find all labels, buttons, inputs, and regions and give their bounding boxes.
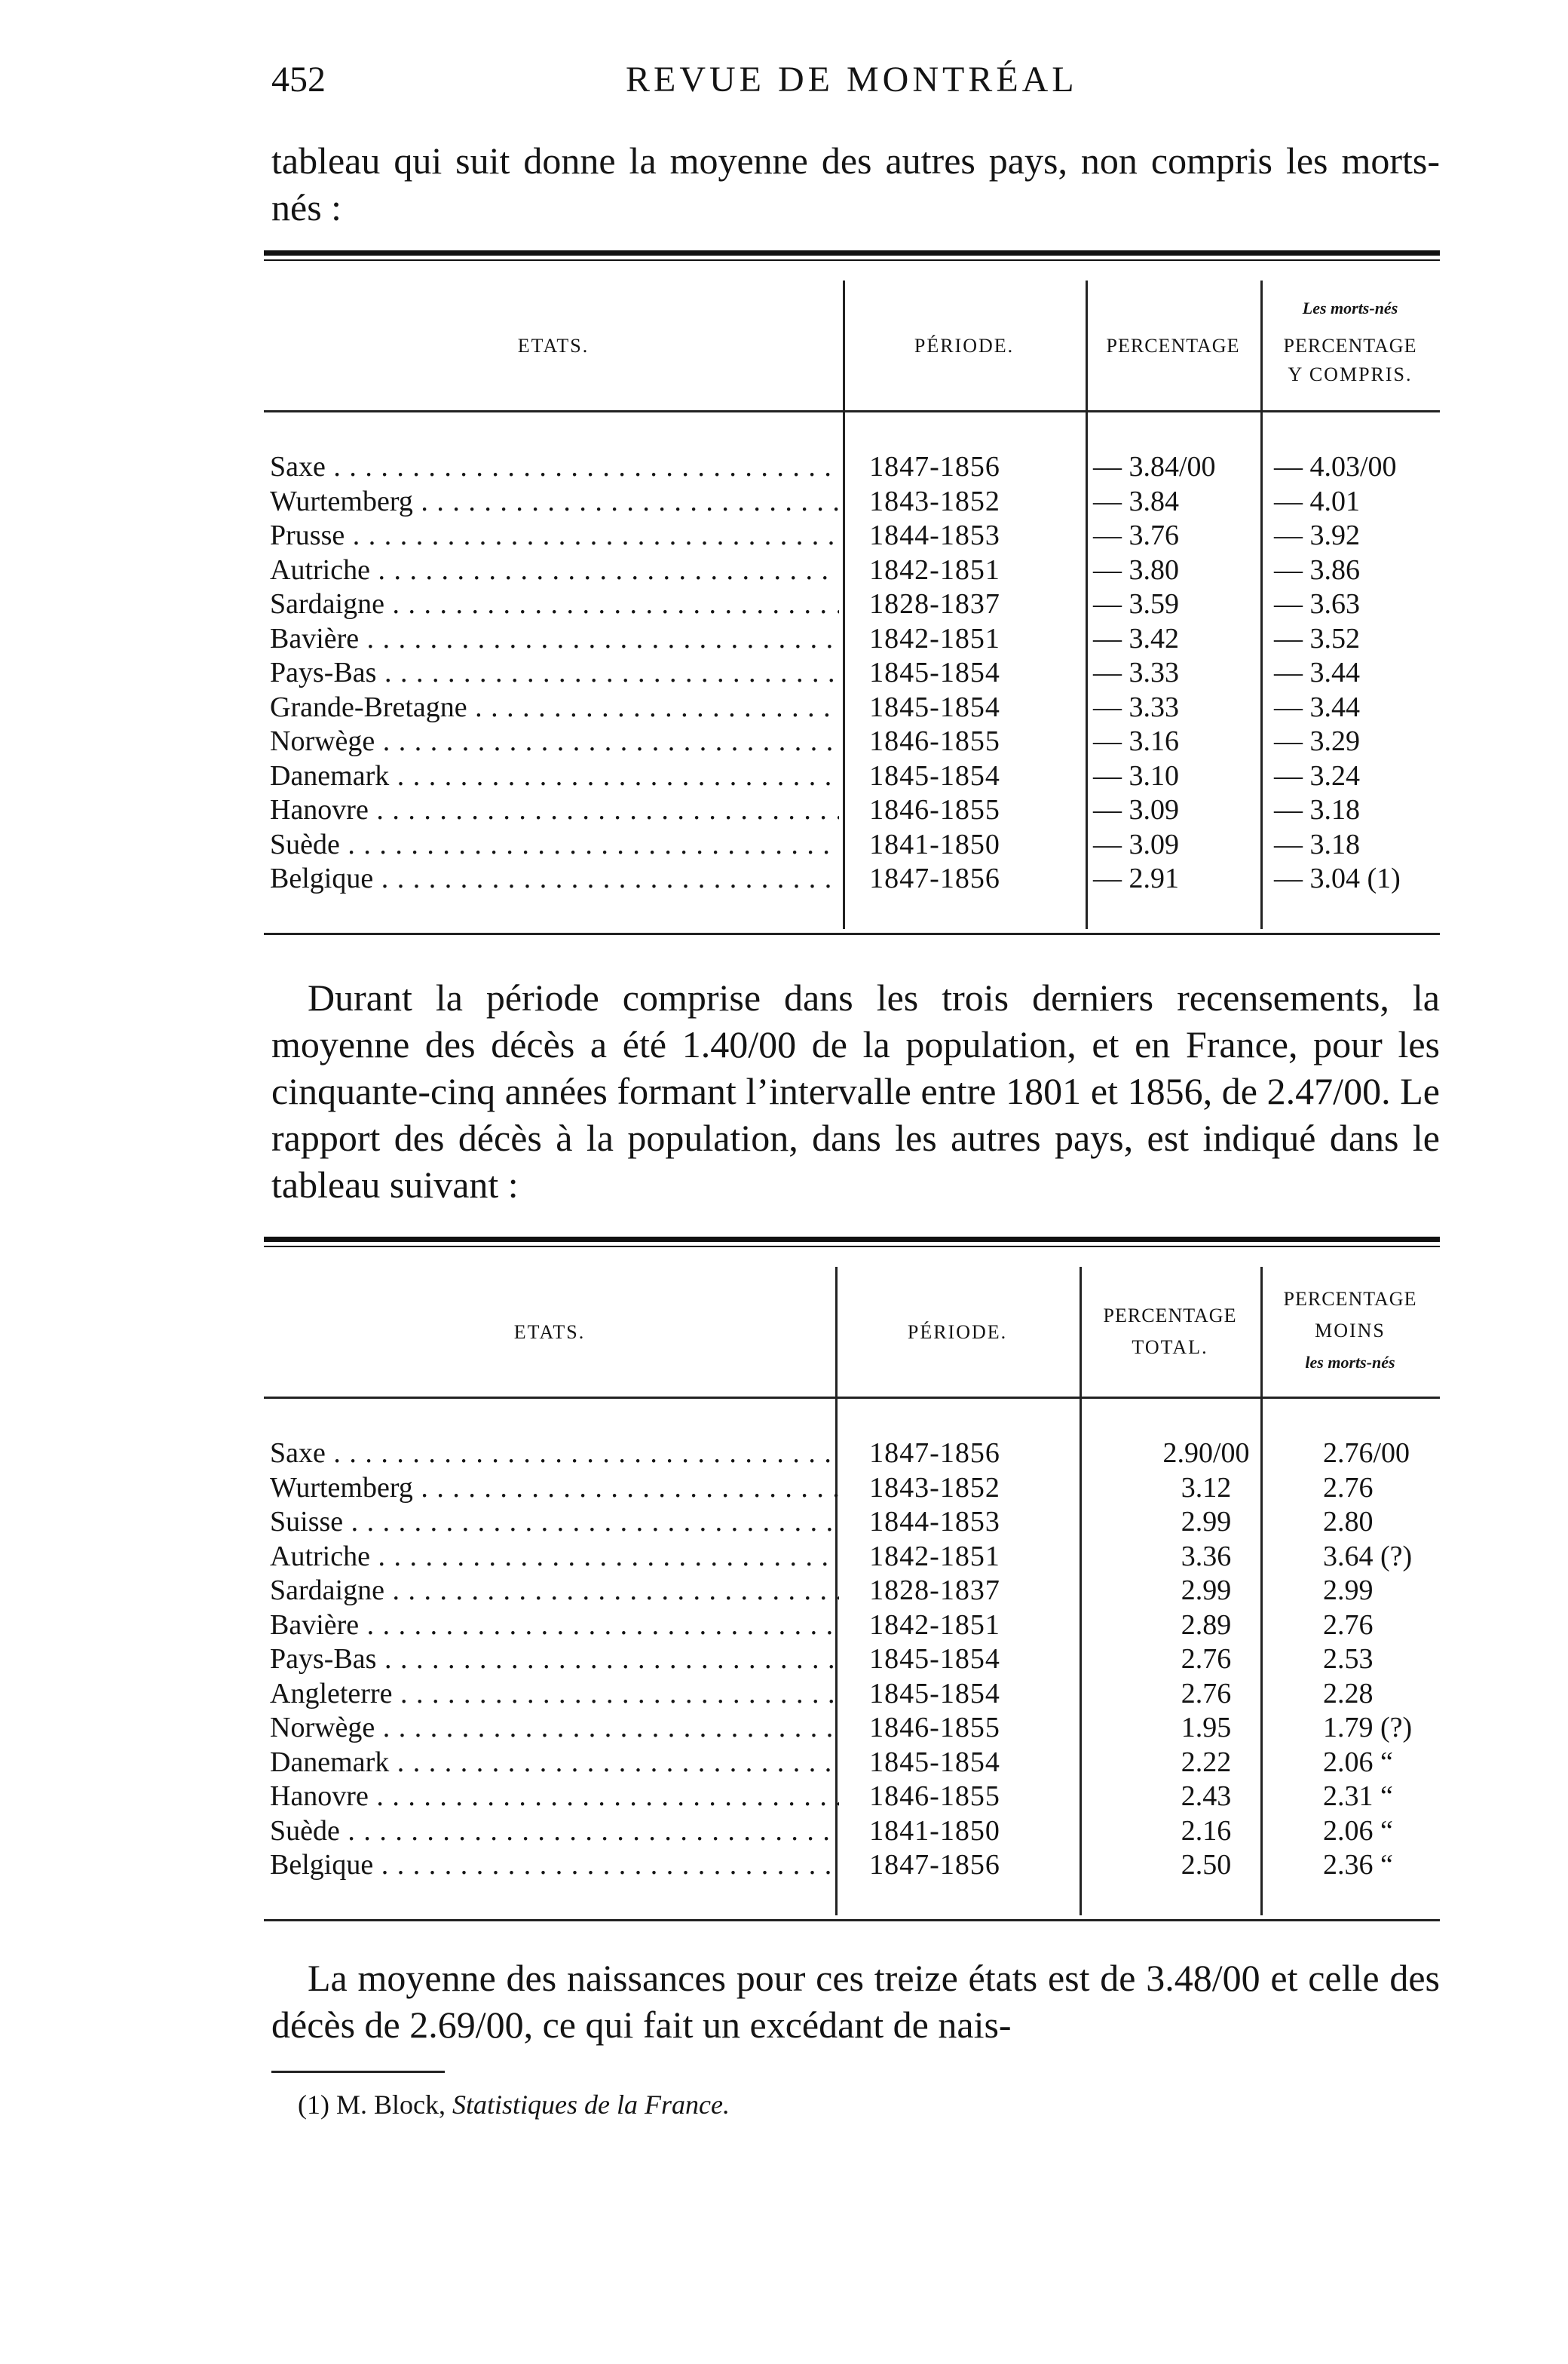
table-bottom-rule xyxy=(264,933,1440,935)
table-body xyxy=(264,450,1440,897)
table-row: Norwège . . . 1846-1855 1.95 1.79 (?) xyxy=(264,1711,1440,1746)
header-percentage: PERCENTAGE xyxy=(1106,335,1240,357)
header-percentage-excluded: PERCENTAGE xyxy=(1283,1288,1417,1310)
table-row: Suède . . . 1841-1850 2.16 2.06 “ xyxy=(264,1814,1440,1849)
running-head xyxy=(271,59,1425,112)
middle-paragraph: Durant la période comprise dans les trois derniers recensements, la moyenne des décès a été 1.40/00 de la population, et en France, pour les cinquante-cinq années formant l’intervalle entre 1801 et 1856, de 2.47/00. Le rapport des décès à la population, dans les autres pays, est indiqué dans le tableau suivant : xyxy=(271,977,1440,1206)
table-row: Saxe . . . 1847-1856 2.90/00 2.76/00 xyxy=(264,1436,1440,1471)
table-row: Pays-Bas . . . 1845-1854 2.76 2.53 xyxy=(264,1642,1440,1677)
deaths-table xyxy=(264,1237,1440,1938)
header-included: Y COMPRIS. xyxy=(1288,363,1413,385)
header-percentage-included: PERCENTAGE xyxy=(1283,335,1417,357)
header-states: ETATS. xyxy=(513,1321,586,1343)
header-rule xyxy=(264,1397,1440,1399)
table-row: Belgique . . . 1847-1856 2.50 2.36 “ xyxy=(264,1848,1440,1883)
header-total: TOTAL. xyxy=(1132,1336,1208,1358)
page-number: 452 xyxy=(271,60,326,100)
header-stillborn-note: Les morts-nés xyxy=(1302,299,1398,317)
table-row: Autriche . . . 1842-1851 — 3.80 — 3.86 xyxy=(264,553,1440,588)
header-rule xyxy=(264,410,1440,412)
table-row: Suisse . . . 1844-1853 2.99 2.80 xyxy=(264,1505,1440,1540)
header-period: PÉRIODE. xyxy=(907,1321,1008,1343)
header-stillborn: les morts-nés xyxy=(1305,1353,1395,1372)
table-row: Hanovre . . . 1846-1855 — 3.09 — 3.18 xyxy=(264,793,1440,828)
header-states: ETATS. xyxy=(517,335,590,357)
table-row: Bavière . . . 1842-1851 2.89 2.76 xyxy=(264,1608,1440,1643)
table-row: Autriche . . . 1842-1851 3.36 3.64 (?) xyxy=(264,1540,1440,1574)
table-top-rule xyxy=(264,1237,1440,1242)
table-body xyxy=(264,1436,1440,1883)
table-row: Prusse . . . 1844-1853 — 3.76 — 3.92 xyxy=(264,519,1440,553)
header-minus: MOINS xyxy=(1315,1320,1386,1341)
table-top-rule-thin xyxy=(264,1246,1440,1247)
footnote-work: Statistiques de la France. xyxy=(452,2090,730,2120)
table-row: Danemark . . . 1845-1854 — 3.10 — 3.24 xyxy=(264,759,1440,794)
footnote xyxy=(298,2089,730,2120)
table-row: Danemark . . . 1845-1854 2.22 2.06 “ xyxy=(264,1746,1440,1780)
table-row: Pays-Bas . . . 1845-1854 — 3.33 — 3.44 xyxy=(264,656,1440,691)
table-bottom-rule xyxy=(264,1919,1440,1921)
intro-paragraph: tableau qui suit donne la moyenne des autres pays, non compris les morts-nés : xyxy=(271,140,1440,228)
table-row: Hanovre . . . 1846-1855 2.43 2.31 “ xyxy=(264,1780,1440,1814)
footnote-marker: (1) xyxy=(298,2090,329,2120)
table-row: Sardaigne . . . 1828-1837 — 3.59 — 3.63 xyxy=(264,587,1440,622)
table-row: Wurtemberg . . . 1843-1852 — 3.84 — 4.01 xyxy=(264,485,1440,520)
header-period: PÉRIODE. xyxy=(914,335,1015,357)
journal-title: REVUE DE MONTRÉAL xyxy=(626,60,1078,100)
footnote-author: M. Block, xyxy=(335,2090,446,2120)
births-table xyxy=(264,250,1440,952)
table-row: Angleterre . . . 1845-1854 2.76 2.28 xyxy=(264,1677,1440,1712)
table-row: Saxe . . . 1847-1856 — 3.84/00 — 4.03/00 xyxy=(264,450,1440,485)
header-percentage: PERCENTAGE xyxy=(1103,1305,1237,1326)
table-row: Wurtemberg . . . 1843-1852 3.12 2.76 xyxy=(264,1471,1440,1506)
table-top-rule-thin xyxy=(264,259,1440,261)
table-row: Norwège . . . 1846-1855 — 3.16 — 3.29 xyxy=(264,725,1440,759)
table-row: Grande-Bretagne . . . 1845-1854 — 3.33 — 3.44 xyxy=(264,691,1440,725)
table-row: Sardaigne . . . 1828-1837 2.99 2.99 xyxy=(264,1574,1440,1608)
table-row: Belgique . . . 1847-1856 — 2.91 — 3.04 (1) xyxy=(264,862,1440,897)
closing-paragraph: La moyenne des naissances pour ces treize états est de 3.48/00 et celle des décès de 2.69/00, ce qui fait un excédant de nais- xyxy=(271,1957,1440,2046)
table-row: Bavière . . . 1842-1851 — 3.42 — 3.52 xyxy=(264,622,1440,657)
footnote-rule xyxy=(271,2071,445,2073)
table-row: Suède . . . 1841-1850 — 3.09 — 3.18 xyxy=(264,828,1440,863)
table-top-rule xyxy=(264,250,1440,256)
